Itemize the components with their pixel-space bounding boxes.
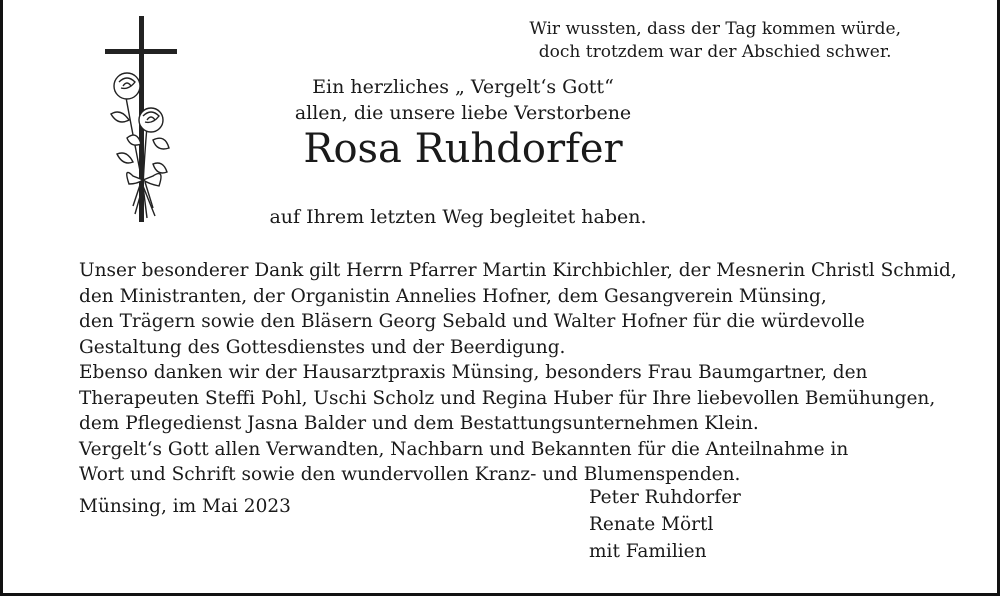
body-line: Ebenso danken wir der Hausarztpraxis Münsing, besonders Frau Baumgartner, den (79, 362, 868, 383)
body-line: Gestaltung des Gottesdienstes und der Beerdigung. (79, 336, 566, 358)
signature-line: Renate Mörtl (589, 514, 714, 535)
cross-with-roses-icon (103, 16, 183, 226)
signature-line: Peter Ruhdorfer (589, 487, 741, 508)
signature-block (589, 484, 741, 565)
quote-line: Wir wussten, dass der Tag kommen würde, (529, 19, 901, 39)
body-line: Wort und Schrift sowie den wundervollen Kranz- und Blumenspenden. (79, 464, 741, 485)
thanks-heading (283, 74, 643, 126)
thanks-body (79, 258, 959, 488)
quote (529, 18, 901, 64)
quote-line: doch trotzdem war der Abschied schwer. (538, 42, 892, 62)
heading-line: Ein herzliches „ Vergelt‘s Gott“ (312, 76, 614, 98)
place-date: Münsing, im Mai 2023 (79, 496, 291, 517)
body-line: Vergelt‘s Gott allen Verwandten, Nachbarn und Bekannten für die Anteilnahme in (79, 438, 849, 460)
signature-line: mit Familien (589, 541, 707, 562)
deceased-name: Rosa Ruhdorfer (303, 126, 623, 172)
heading-line: allen, die unsere liebe Verstorbene (294, 102, 632, 124)
body-line: dem Pflegedienst Jasna Balder und dem Bestattungsunternehmen Klein. (79, 413, 759, 434)
body-line: Unser besonderer Dank gilt Herrn Pfarrer Martin Kirchbichler, der Mesnerin Christl Schmid, (79, 260, 957, 281)
body-line: den Ministranten, der Organistin Annelies Hofner, dem Gesangverein Münsing, (79, 285, 827, 307)
body-line: Therapeuten Steffi Pohl, Uschi Scholz und Regina Huber für Ihre liebevollen Bemühungen, (79, 387, 936, 409)
body-line: den Trägern sowie den Bläsern Georg Sebald und Walter Hofner für die würdevolle (79, 311, 865, 332)
after-name-line: auf Ihrem letzten Weg begleitet haben. (269, 206, 647, 228)
